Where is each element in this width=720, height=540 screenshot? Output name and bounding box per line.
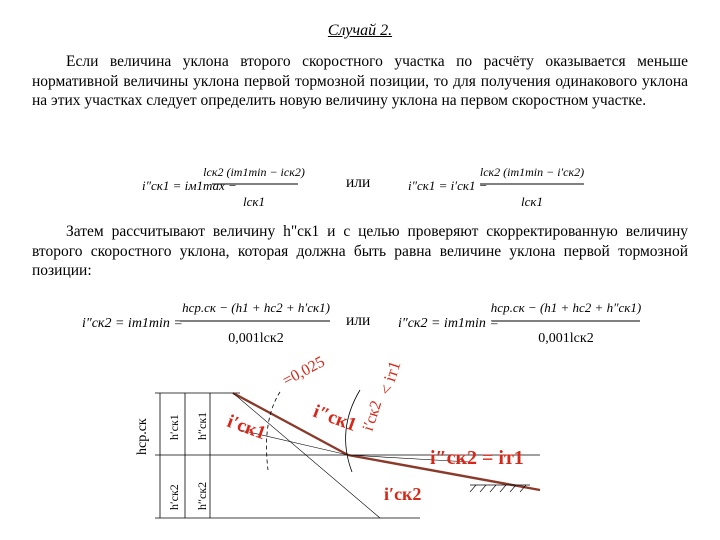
label-i2dprime: i″ск2 = iт1	[430, 447, 524, 469]
label-i2prime-vertical: i′ск2	[359, 398, 386, 434]
label-h2prime: h′ск2	[167, 484, 181, 510]
formula-3-den: 0,001lск2	[228, 331, 284, 346]
case-title: Случай 2.	[327, 22, 393, 39]
formula-1-lhs: i″ск1 = iм1max −	[142, 178, 237, 193]
formula-4-num: hср.ск − (h1 + hc2 + h″ск1)	[490, 300, 642, 315]
formula-2-den: lск1	[521, 194, 543, 209]
or-label-1: или	[346, 174, 371, 191]
formula-2-num: lск2 (im1min − i′ск2)	[479, 165, 585, 179]
label-h2dprime: h″ск2	[195, 481, 209, 510]
label-h1dprime: h″ск1	[195, 411, 209, 440]
formula-3-num: hср.ск − (h1 + hc2 + h′ск1)	[182, 300, 330, 315]
formula-1-num: lск2 (im1min − iск2)	[203, 165, 305, 179]
label-i2prime-bottom: i′ск2	[384, 484, 422, 504]
paragraph-2: Затем рассчитывают величину h"ск1 и с целью проверяют скорректированную величину второго скоростного уклона, которая должна быть равна величине уклона первой тормозной позиции:	[32, 223, 688, 280]
label-lt: < iт1	[375, 358, 405, 398]
formula-4-den: 0,001lск2	[538, 331, 594, 346]
formula-1-den: lск1	[243, 194, 265, 209]
label-hcp: hср.ск	[135, 418, 150, 455]
or-label-2: или	[346, 312, 371, 329]
label-h1prime: h′ск1	[167, 414, 181, 440]
formula-4-lhs: i″ск2 = im1min =	[398, 316, 499, 331]
formula-3-lhs: i″ск2 = im1min =	[82, 316, 183, 331]
label-zero: =0,025	[279, 353, 328, 390]
paragraph-1: Если величина уклона второго скоростного участка по расчёту оказывается меньше нормативной величины уклона первой тормозной позиции, то для получения одинакового уклона на этих участках следует определить новую величину уклона на первом скоростном участке.	[32, 53, 688, 110]
label-i1prime: i′ск1	[224, 410, 269, 445]
formula-2-lhs: i″ск1 = i′ск1 −	[408, 178, 488, 193]
label-i1dprime: i″ск1	[310, 400, 360, 436]
